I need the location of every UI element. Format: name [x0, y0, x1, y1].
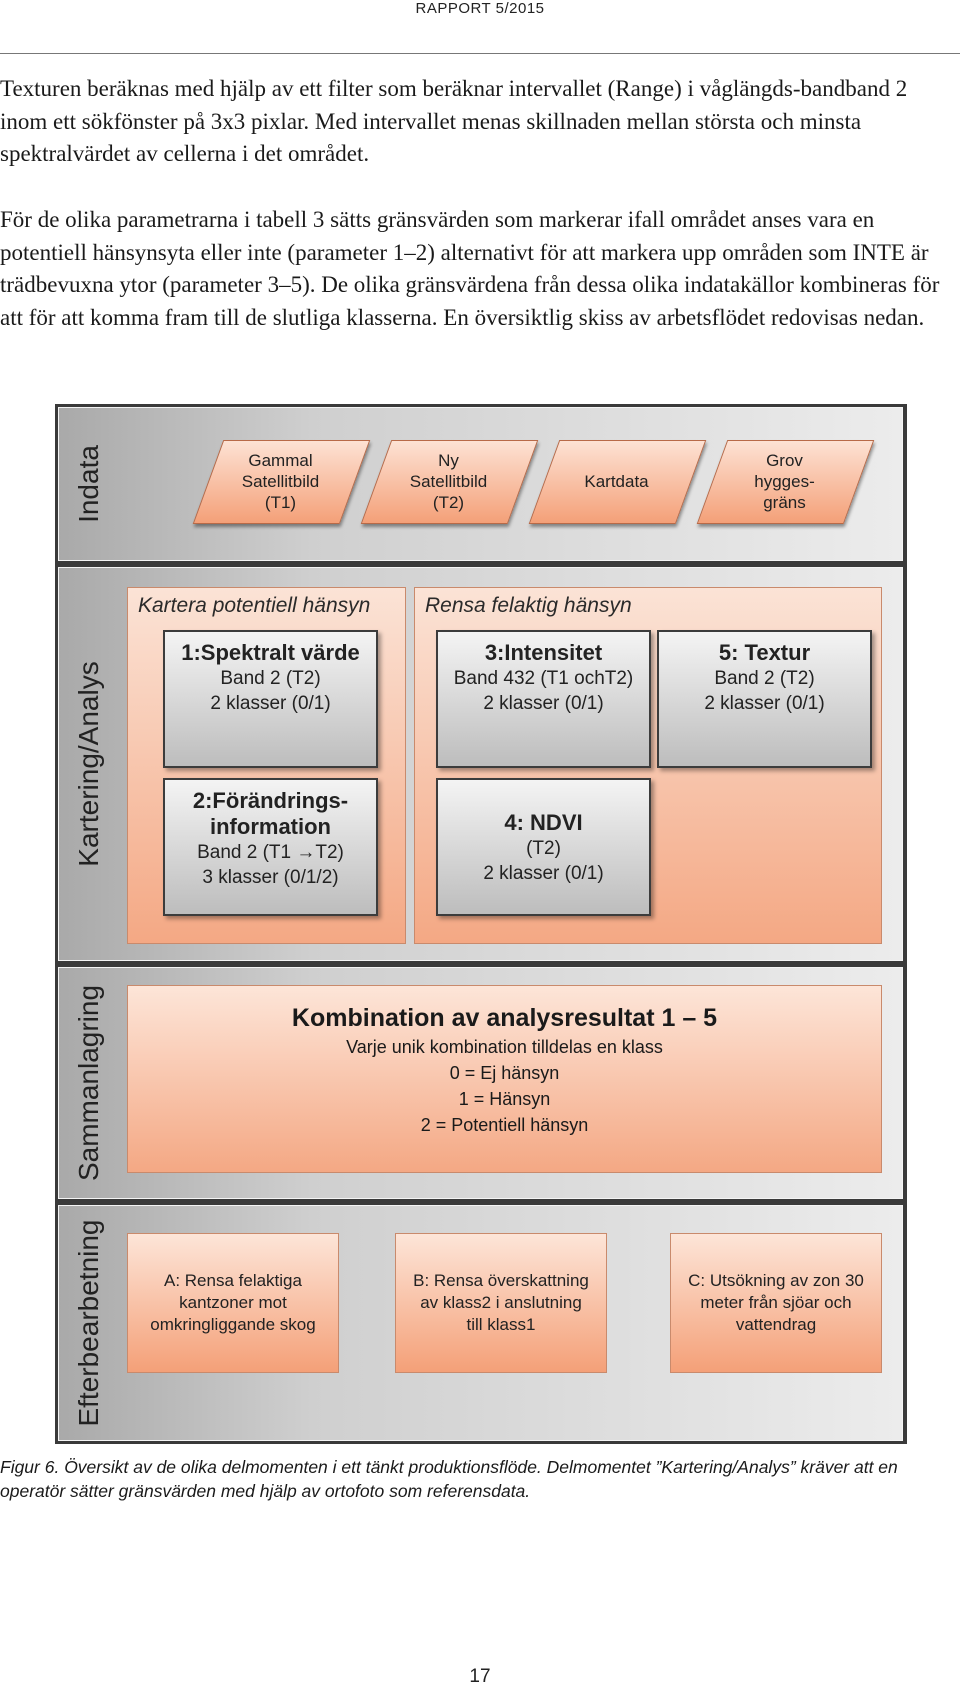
page-number: 17: [469, 1666, 491, 1687]
analysis-box-ndvi: [436, 778, 651, 916]
band-label-kartering: Kartering/Analys: [73, 661, 104, 867]
band-kartering: [58, 567, 903, 961]
analysis-box-intensity-text: Band 432 (T1 ochT2) 2 klasser (0/1): [453, 668, 634, 714]
header-divider: [0, 53, 960, 54]
indata-old-satellite: Gammal Satellitbild (T1): [241, 450, 320, 512]
analysis-box-ndvi-text: (T2) 2 klasser (0/1): [483, 838, 604, 884]
analysis-box-spectral-title: 1:Spektralt värde: [181, 640, 360, 665]
combination-line-3: 1 = Hänsyn: [458, 1089, 551, 1109]
analysis-box-ndvi-title: 4: NDVI: [504, 810, 583, 835]
band-label-sammanlagring: Sammanlagring: [73, 984, 104, 1182]
analysis-box-spectral-text: Band 2 (T2) 2 klasser (0/1): [210, 668, 331, 714]
band-indata: [58, 407, 903, 561]
report-header: RAPPORT 5/2015: [415, 0, 545, 17]
band-sammanlagring: [58, 967, 903, 1199]
combination-line-2: 0 = Ej hänsyn: [449, 1063, 560, 1083]
combination-line-4: 2 = Potentiell hänsyn: [420, 1115, 589, 1135]
combination-box: [127, 985, 882, 1173]
indata-clearcut-border: Grov hygges- gräns: [754, 450, 815, 512]
indata-map-data: Kartdata: [584, 471, 649, 491]
analysis-box-change-text: Band 2 (T1 →T2) 3 klasser (0/1/2): [197, 842, 344, 888]
postprocess-box-c: C: Utsökning av zon 30 meter från sjöar och vattendrag: [670, 1233, 882, 1373]
workflow-figure: [55, 404, 907, 1444]
analysis-box-change: [163, 778, 378, 916]
analysis-box-spectral: [163, 630, 378, 768]
analysis-box-intensity: [436, 630, 651, 768]
postprocess-box-a: A: Rensa felaktiga kantzoner mot omkringliggande skog: [127, 1233, 339, 1373]
analysis-box-intensity-title: 3:Intensitet: [484, 640, 603, 665]
postprocess-box-b: B: Rensa överskattning av klass2 i anslutning till klass1: [395, 1233, 607, 1373]
indata-new-satellite: Ny Satellitbild (T2): [409, 450, 488, 512]
body-paragraph-1: Texturen beräknas med hjälp av ett filter som beräknar intervallet (Range) i våglängds-bandband 2 inom ett sökfönster på 3x3 pixlar. Med intervallet menas skillnaden mellan största och minsta spektralvärdet av cellerna i det området.: [0, 76, 908, 166]
panel-title-clean: Rensa felaktig hänsyn: [425, 594, 632, 617]
body-paragraph-2: För de olika parametrarna i tabell 3 sätts gränsvärden som markerar ifall området anses vara en potentiell hänsynsyta eller inte (parameter 1–2) alternativt för att markera upp områden som INTE är trädbevuxna ytor (parameter 3–5). De olika gränsvärdena från dessa olika indatakällor kombineras för att för att komma fram till de slutliga klasserna. En översiktlig skiss av arbetsflödet redovisas nedan.: [0, 207, 940, 330]
combination-title: Kombination av analysresultat 1 – 5: [291, 1004, 718, 1032]
analysis-box-texture-title: 5: Textur: [718, 640, 811, 665]
combination-line-1: Varje unik kombination tilldelas en klass: [346, 1037, 663, 1057]
band-label-efterbearbetning: Efterbearbetning: [73, 1219, 104, 1427]
analysis-box-change-title: 2:Förändrings- information: [192, 788, 349, 839]
analysis-box-texture: [657, 630, 872, 768]
figure-caption: Figur 6. Översikt av de olika delmomenten i ett tänkt produktionsflöde. Delmomentet ”Kartering/Analys” kräver att en operatör sätter gränsvärden med hjälp av ortofoto som referensdata.: [0, 1457, 898, 1501]
band-efterbearbetning: [58, 1205, 903, 1441]
analysis-box-texture-text: Band 2 (T2) 2 klasser (0/1): [704, 668, 825, 714]
band-label-indata: Indata: [73, 445, 104, 523]
panel-title-potential: Kartera potentiell hänsyn: [138, 594, 371, 617]
